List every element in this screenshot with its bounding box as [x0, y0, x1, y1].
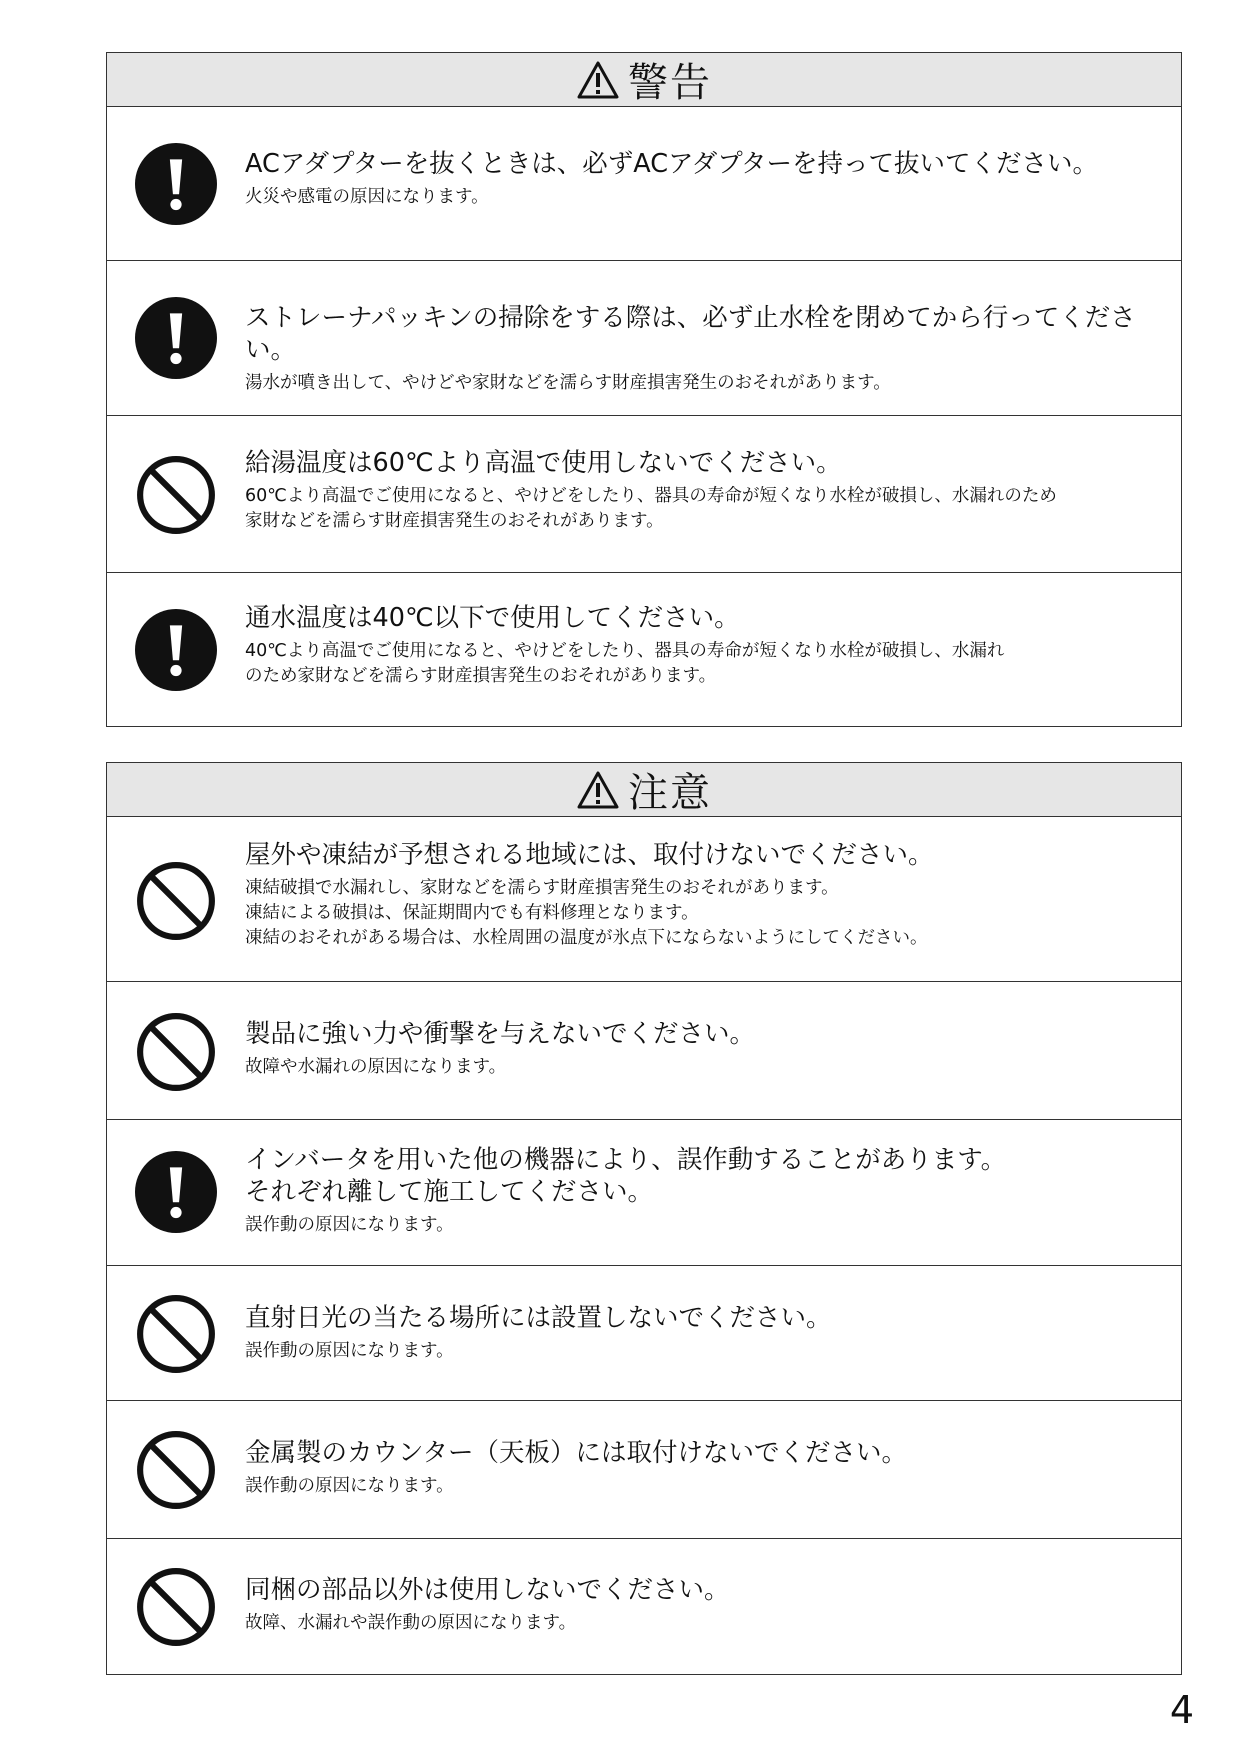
- caution-item: [107, 1266, 1181, 1401]
- caution-heading: 製品に強い力や衝撃を与えないでください。: [245, 1019, 756, 1049]
- warning-item: [107, 573, 1181, 728]
- warning-body: 湯水が噴き出して、やけどや家財などを濡らす財産損害発生のおそれがあります。: [245, 373, 891, 393]
- caution-item: [107, 1539, 1181, 1674]
- warning-heading: ストレーナパッキンの掃除をする際は、必ず止水栓を閉めてから行ってください。: [245, 303, 1136, 365]
- warning-heading: 給湯温度は60℃より高温で使用しないでください。: [245, 448, 842, 478]
- warning-header: [107, 53, 1181, 107]
- warning-body: 40℃より高温でご使用になると、やけどをしたり、器具の寿命が短くなり水栓が破損し、水漏れ のため家財などを濡らす財産損害発生のおそれがあります。: [245, 641, 1005, 686]
- warning-item: [107, 416, 1181, 573]
- caution-body: 誤作動の原因になります。: [245, 1341, 454, 1361]
- caution-heading: 金属製のカウンター（天板）には取付けないでください。: [245, 1438, 907, 1468]
- warning-body: 火災や感電の原因になります。: [245, 187, 489, 207]
- prohibition-icon: [135, 860, 217, 942]
- caution-heading: 直射日光の当たる場所には設置しないでください。: [245, 1303, 832, 1333]
- prohibition-icon: [135, 1566, 217, 1648]
- caution-title: 注意: [628, 770, 712, 816]
- caution-body: 凍結破損で水漏れし、家財などを濡らす財産損害発生のおそれがあります。 凍結による破損は、保証期間内でも有料修理となります。 凍結のおそれがある場合は、水栓周囲の温度が氷点下にならないようにしてください。: [245, 878, 928, 948]
- warning-item: [107, 107, 1181, 261]
- prohibition-icon: [135, 1429, 217, 1511]
- caution-body: 誤作動の原因になります。: [245, 1215, 454, 1235]
- prohibition-icon: [135, 1293, 217, 1375]
- caution-body: 故障、水漏れや誤作動の原因になります。: [245, 1613, 577, 1633]
- caution-heading: インバータを用いた他の機器により、誤作動することがあります。 それぞれ離して施工してください。: [245, 1145, 1007, 1207]
- warning-triangle-icon: [576, 60, 620, 100]
- mandatory-action-icon: [135, 297, 217, 379]
- page-number: 4: [1169, 1688, 1194, 1732]
- caution-item: [107, 817, 1181, 982]
- prohibition-icon: [135, 1011, 217, 1093]
- caution-triangle-icon: [576, 770, 620, 810]
- caution-body: 誤作動の原因になります。: [245, 1476, 454, 1496]
- caution-item: [107, 1120, 1181, 1266]
- prohibition-icon: [135, 454, 217, 536]
- warning-heading: 通水温度は40℃以下で使用してください。: [245, 603, 740, 633]
- caution-item: [107, 1401, 1181, 1539]
- warning-title: 警告: [628, 60, 712, 106]
- caution-section: [106, 762, 1182, 1675]
- caution-heading: 屋外や凍結が予想される地域には、取付けないでください。: [245, 840, 934, 870]
- caution-header: [107, 763, 1181, 817]
- warning-section: [106, 52, 1182, 727]
- caution-item: [107, 982, 1181, 1120]
- warning-heading: ACアダプターを抜くときは、必ずACアダプターを持って抜いてください。: [245, 149, 1098, 179]
- warning-item: [107, 261, 1181, 416]
- mandatory-action-icon: [135, 1151, 217, 1233]
- mandatory-action-icon: [135, 609, 217, 691]
- mandatory-action-icon: [135, 143, 217, 225]
- caution-body: 故障や水漏れの原因になります。: [245, 1057, 507, 1077]
- warning-body: 60℃より高温でご使用になると、やけどをしたり、器具の寿命が短くなり水栓が破損し、水漏れのため 家財などを濡らす財産損害発生のおそれがあります。: [245, 486, 1057, 531]
- caution-heading: 同梱の部品以外は使用しないでください。: [245, 1575, 730, 1605]
